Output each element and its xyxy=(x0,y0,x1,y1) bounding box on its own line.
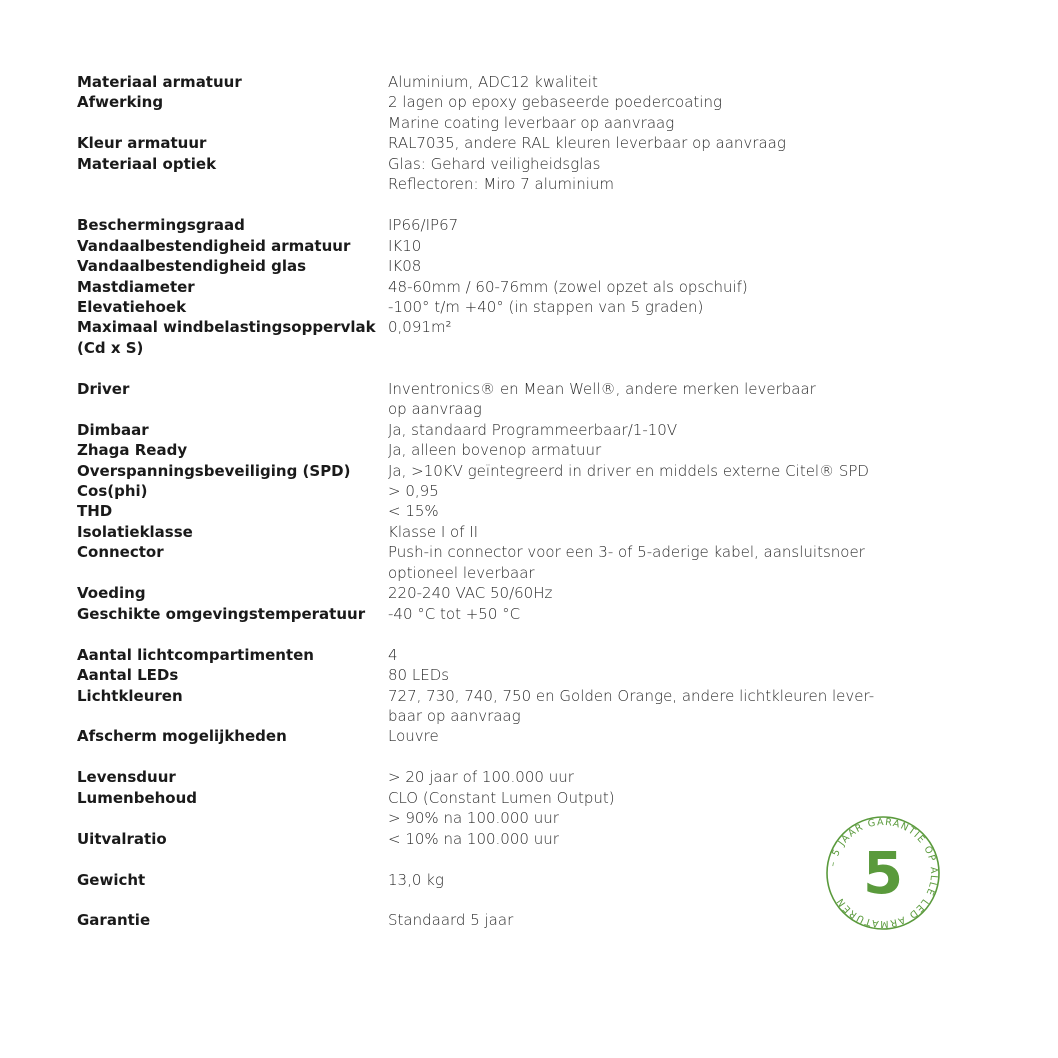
spec-row xyxy=(77,317,937,358)
spec-row xyxy=(77,72,937,92)
spec-label: Driver xyxy=(77,379,130,398)
badge-number: 5 xyxy=(862,839,904,907)
spec-label: Isolatieklasse xyxy=(77,522,193,541)
spec-row xyxy=(77,788,937,829)
spec-value: Klasse I of II xyxy=(388,522,479,541)
section-spacer xyxy=(77,624,937,644)
section-spacer xyxy=(77,849,937,869)
spec-value: Aluminium, ADC12 kwaliteit xyxy=(388,73,598,91)
spec-row xyxy=(77,645,937,665)
spec-row xyxy=(77,583,937,603)
spec-label: Vandaalbestendigheid glas xyxy=(77,257,307,276)
spec-value: 80 LEDs xyxy=(388,666,450,685)
spec-value: 220-240 VAC 50/60Hz xyxy=(388,584,553,603)
section-spacer xyxy=(77,747,937,767)
spec-label: Maximaal windbelastingsoppervlak (Cd x S) xyxy=(77,318,376,357)
spec-label: Elevatiehoek xyxy=(77,297,187,316)
spec-value: > 0,95 xyxy=(388,482,439,501)
spec-row xyxy=(77,215,937,235)
spec-value: 48-60mm / 60-76mm (zowel opzet als opschuif) xyxy=(388,277,748,296)
spec-value: IK08 xyxy=(388,257,422,276)
spec-label: Lichtkleuren xyxy=(77,686,183,705)
spec-value: CLO (Constant Lumen Output) > 90% na 100.000 uur xyxy=(388,788,615,828)
spec-row xyxy=(77,420,937,440)
spec-value: Standaard 5 jaar xyxy=(388,911,514,930)
spec-label: Mastdiameter xyxy=(77,277,195,296)
spec-value: Ja, standaard Programmeerbaar/1-10V xyxy=(388,420,678,439)
spec-label: Geschikte omgevingstemperatuur xyxy=(77,604,366,623)
spec-label: Uitvalratio xyxy=(77,829,167,848)
spec-value: > 20 jaar of 100.000 uur xyxy=(388,768,574,787)
spec-label: Afwerking xyxy=(77,93,164,112)
spec-row xyxy=(77,870,937,890)
spec-label: Zhaga Ready xyxy=(77,441,188,460)
section-spacer xyxy=(77,890,937,910)
spec-value: 0,091m² xyxy=(388,318,452,337)
spec-label: Materiaal optiek xyxy=(77,154,217,173)
spec-row xyxy=(77,910,937,930)
spec-row xyxy=(77,604,937,624)
warranty-badge xyxy=(822,812,944,934)
spec-value: -100° t/m +40° (in stappen van 5 graden) xyxy=(388,297,704,316)
spec-label: Materiaal armatuur xyxy=(77,73,242,91)
spec-label: Vandaalbestendigheid armatuur xyxy=(77,236,351,255)
spec-value: Glas: Gehard veiligheidsglas Reflectoren: Miro 7 aluminium xyxy=(388,154,614,194)
spec-value: Ja, >10KV geïntegreerd in driver en middels externe Citel® SPD xyxy=(388,461,869,480)
spec-value: IP66/IP67 xyxy=(388,216,459,235)
spec-value: < 10% na 100.000 uur xyxy=(388,829,559,848)
spec-row xyxy=(77,154,937,195)
spec-label: Gewicht xyxy=(77,870,146,889)
spec-row xyxy=(77,297,937,317)
spec-label: Voeding xyxy=(77,584,146,603)
spec-value: -40 °C tot +50 °C xyxy=(388,604,521,623)
spec-value: 727, 730, 740, 750 en Golden Orange, andere lichtkleuren lever- baar op aanvraag xyxy=(388,686,875,725)
spec-value: 13,0 kg xyxy=(388,870,444,889)
spec-value: RAL7035, andere RAL kleuren leverbaar op aanvraag xyxy=(388,134,786,153)
spec-value: 4 xyxy=(388,645,398,664)
spec-row xyxy=(77,829,937,849)
spec-table xyxy=(77,72,940,931)
spec-label: Kleur armatuur xyxy=(77,134,207,153)
spec-value: IK10 xyxy=(388,236,422,255)
spec-label: Overspanningsbeveiliging (SPD) xyxy=(77,461,351,480)
spec-row xyxy=(77,256,937,276)
spec-label: Aantal LEDs xyxy=(77,666,179,685)
section-spacer xyxy=(77,358,937,378)
spec-row xyxy=(77,92,937,133)
spec-row xyxy=(77,522,937,542)
spec-value: Ja, alleen bovenop armatuur xyxy=(388,441,602,460)
spec-value: Push-in connector voor een 3- of 5-aderige kabel, aansluitsnoer optioneel leverbaar xyxy=(388,543,865,582)
spec-label: THD xyxy=(77,502,113,521)
spec-row xyxy=(77,686,937,727)
spec-value: Inventronics® en Mean Well®, andere merken leverbaar op aanvraag xyxy=(388,379,816,419)
spec-label: Garantie xyxy=(77,911,151,930)
spec-row xyxy=(77,277,937,297)
spec-label: Connector xyxy=(77,543,164,562)
spec-row xyxy=(77,379,937,420)
spec-label: Beschermingsgraad xyxy=(77,216,245,235)
spec-value: Louvre xyxy=(388,727,439,746)
spec-label: Afscherm mogelijkheden xyxy=(77,727,287,746)
spec-row xyxy=(77,461,937,481)
spec-value: < 15% xyxy=(388,502,439,521)
spec-label: Cos(phi) xyxy=(77,482,148,501)
badge-ring-text: – 5 JAAR GARANTIE OP ALLE LED ARMATUREN xyxy=(827,816,940,930)
spec-row xyxy=(77,236,937,256)
spec-label: Lumenbehoud xyxy=(77,788,198,807)
spec-value: 2 lagen op epoxy gebaseerde poedercoating Marine coating leverbaar op aanvraag xyxy=(388,93,722,132)
spec-label: Levensduur xyxy=(77,768,176,787)
section-spacer xyxy=(77,195,937,215)
spec-row xyxy=(77,501,937,521)
spec-row xyxy=(77,481,937,501)
spec-row xyxy=(77,726,937,746)
spec-label: Aantal lichtcompartimenten xyxy=(77,645,314,664)
spec-row xyxy=(77,542,937,583)
spec-row xyxy=(77,440,937,460)
spec-row xyxy=(77,133,937,153)
spec-row xyxy=(77,767,937,787)
spec-label: Dimbaar xyxy=(77,420,149,439)
spec-row xyxy=(77,665,937,685)
